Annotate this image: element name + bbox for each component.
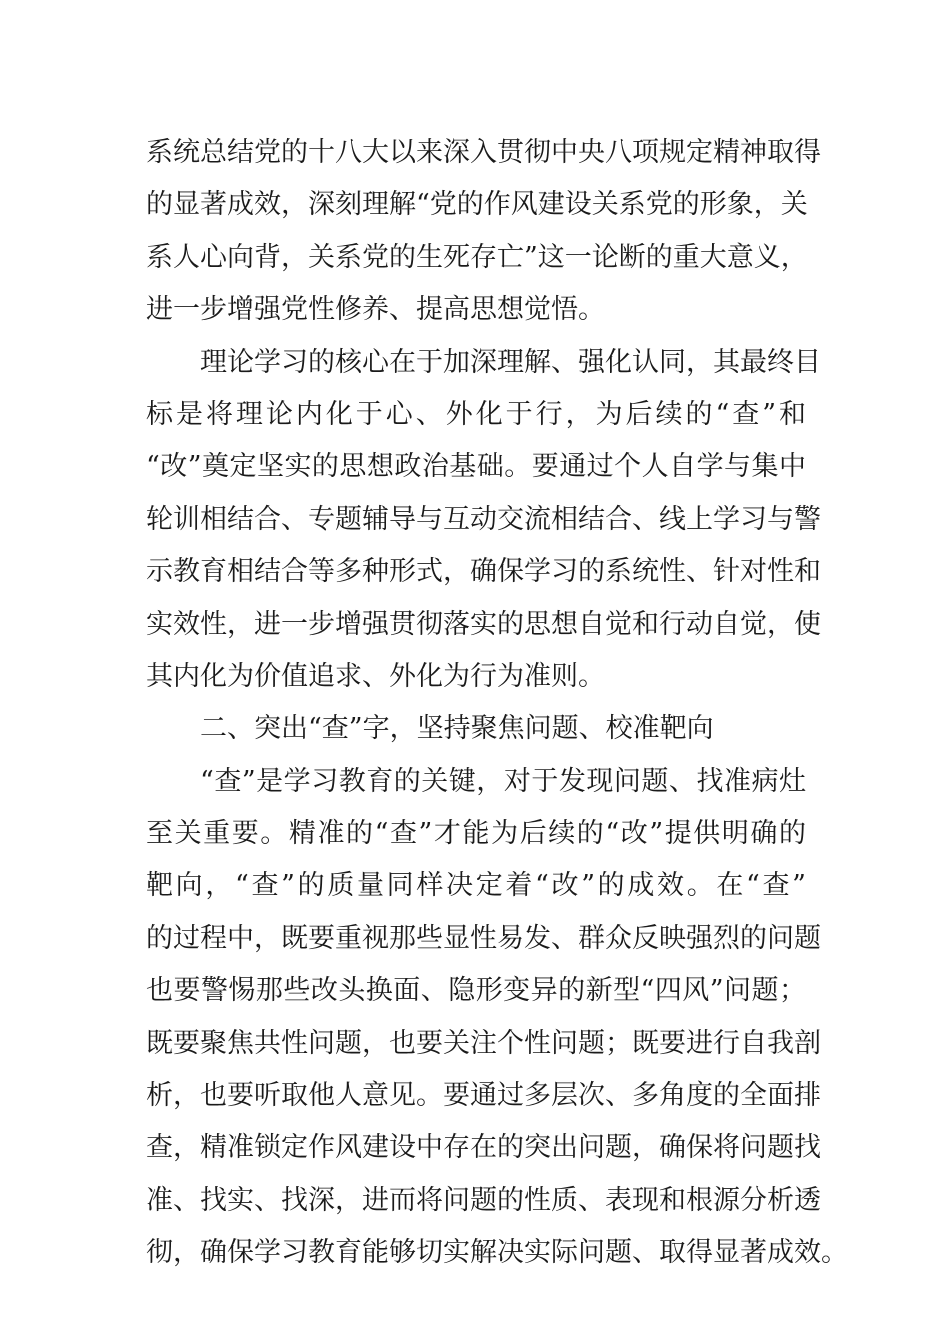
- text-line: “改”奠定坚实的思想政治基础。要通过个人自学与集中: [146, 451, 806, 483]
- text-line: 的过程中，既要重视那些显性易发、群众反映强烈的问题: [146, 922, 821, 954]
- document-body: [146, 127, 848, 1280]
- paragraph-2: [146, 337, 821, 704]
- text-line: 的显著成效，深刻理解“党的作风建设关系党的形象，关: [146, 189, 808, 221]
- text-line: 既要聚焦共性问题，也要关注个性问题；既要进行自我剖: [146, 1027, 821, 1059]
- paragraph-1: [146, 127, 821, 337]
- text-line: 析，也要听取他人意见。要通过多层次、多角度的全面排: [146, 1080, 821, 1112]
- text-line: 至关重要。精准的“查”才能为后续的“改”提供明确的: [146, 818, 806, 850]
- text-line: 进一步增强党性修养、提高思想觉悟。: [146, 294, 605, 326]
- text-line: 系统总结党的十八大以来深入贯彻中央八项规定精神取得: [146, 137, 821, 168]
- text-line: 查，精准锁定作风建设中存在的突出问题，确保将问题找: [146, 1132, 821, 1164]
- text-line: 标是将理论内化于心、外化于行，为后续的“查”和: [146, 398, 806, 430]
- section-heading: [146, 703, 806, 755]
- paragraph-3: [146, 756, 848, 1280]
- text-line: 示教育相结合等多种形式，确保学习的系统性、针对性和: [146, 556, 821, 588]
- text-line: 也要警惕那些改头换面、隐形变异的新型“四风”问题；: [146, 975, 806, 1007]
- text-line: 理论学习的核心在于加深理解、强化认同，其最终目: [200, 346, 821, 378]
- text-line: 轮训相结合、专题辅导与互动交流相结合、线上学习与警: [146, 503, 821, 535]
- text-line: 实效性，进一步增强贯彻落实的思想自觉和行动自觉，使: [146, 608, 821, 640]
- text-line: 靶向，“查”的质量同样决定着“改”的成效。在“查”: [146, 870, 806, 902]
- text-line: 准、找实、找深，进而将问题的性质、表现和根源分析透: [146, 1184, 821, 1216]
- text-line: 系人心向背，关系党的生死存亡”这一论断的重大意义，: [146, 241, 808, 273]
- text-line: 彻，确保学习教育能够切实解决实际问题、取得显著成效。: [146, 1237, 848, 1269]
- text-line: “查”是学习教育的关键，对于发现问题、找准病灶: [200, 765, 806, 797]
- text-line: 其内化为价值追求、外化为行为准则。: [146, 660, 605, 692]
- heading-line: 二、突出“查”字，坚持聚焦问题、校准靶向: [200, 713, 714, 745]
